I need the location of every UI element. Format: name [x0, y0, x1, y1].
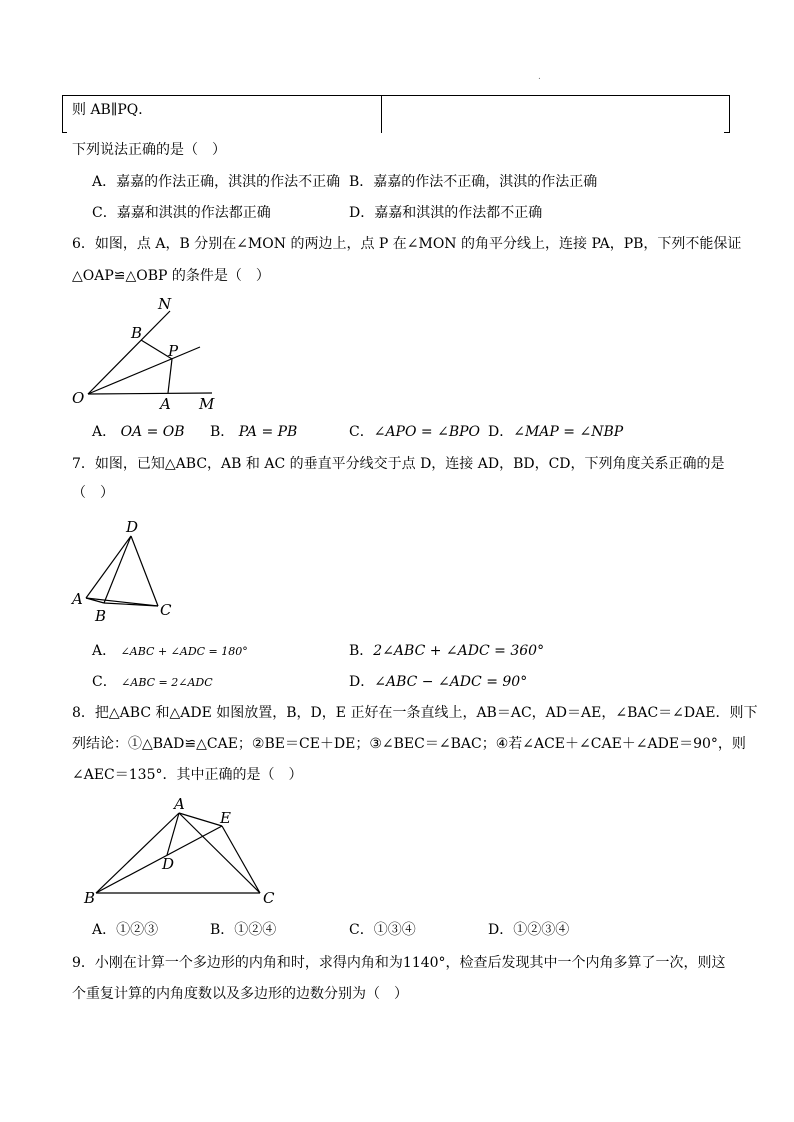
- q9-stem-line-1: 9．小刚在计算一个多边形的内角和时，求得内角和为1140°，检查后发现其中一个内角多算了一次，则这: [72, 955, 726, 971]
- q6-stem-line-1: 6．如图，点 A，B 分别在∠MON 的两边上，点 P 在∠MON 的角平分线上，连接 PA，PB，下列不能保证: [72, 236, 742, 252]
- label-b: B: [84, 889, 96, 907]
- q7-figure: [65, 512, 180, 627]
- option-label: B．: [349, 174, 374, 190]
- q6-stem-line-2: △OAP≌△OBP 的条件是（ ）: [72, 268, 270, 284]
- label-c: C: [160, 601, 172, 619]
- option-text: 嘉嘉和淇淇的作法都正确: [116, 205, 271, 221]
- table-left-cell: 则 AB∥PQ．: [72, 102, 153, 118]
- segment-db: [104, 536, 131, 603]
- option-label: C．: [92, 205, 117, 221]
- table-divider: [381, 95, 382, 133]
- q6-option-d: [488, 423, 623, 441]
- option-text: 2∠ABC + ∠ADC = 360°: [373, 643, 545, 659]
- option-text: ①②④: [234, 922, 277, 938]
- option-label: D．: [488, 424, 514, 440]
- option-text: ①②③④: [513, 922, 570, 938]
- option-text: ∠MAP = ∠NBP: [513, 424, 624, 440]
- label-b: B: [131, 324, 143, 342]
- q7-option-b: [349, 642, 544, 660]
- q5-stem: 下列说法正确的是（ ）: [72, 142, 226, 158]
- label-c: C: [263, 889, 275, 907]
- option-text: ①②③: [116, 922, 159, 938]
- option-text: OA = OB: [120, 424, 185, 440]
- label-e: E: [220, 809, 231, 827]
- option-text: ∠ABC − ∠ADC = 90°: [374, 674, 528, 690]
- option-label: B．: [349, 643, 374, 659]
- segment-da: [86, 536, 131, 598]
- label-d: D: [162, 855, 175, 873]
- q7-option-d: [349, 673, 527, 691]
- q8-option-b: [210, 921, 276, 939]
- label-a: A: [174, 795, 185, 813]
- option-label: D．: [349, 205, 375, 221]
- option-text: 嘉嘉的作法正确，淇淇的作法不正确: [116, 174, 341, 190]
- segment-pa: [168, 359, 172, 393]
- label-p: P: [168, 342, 179, 360]
- segment-be: [96, 826, 222, 893]
- q6-option-a: [92, 423, 185, 441]
- option-label: C．: [92, 674, 117, 690]
- option-text: PA = PB: [238, 424, 298, 440]
- page-mark: .: [538, 72, 541, 82]
- q7-stem-line-1: 7．如图，已知△ABC，AB 和 AC 的垂直平分线交于点 D，连接 AD，BD，CD，下列角度关系正确的是: [72, 456, 725, 472]
- q9-stem-line-2: 个重复计算的内角度数以及多边形的边数分别为（ ）: [72, 986, 408, 1002]
- q7-stem-line-2: （ ）: [72, 485, 114, 501]
- q7-option-a: [92, 642, 248, 661]
- label-n: N: [158, 295, 172, 313]
- option-label: D．: [349, 674, 375, 690]
- q8-option-c: [349, 921, 416, 939]
- option-label: A．: [92, 643, 117, 659]
- label-o: O: [72, 389, 85, 407]
- option-label: C．: [349, 922, 374, 938]
- label-a: A: [160, 395, 171, 413]
- option-text: ①③④: [373, 922, 416, 938]
- option-label: B．: [210, 922, 235, 938]
- q6-option-b: [210, 423, 297, 441]
- option-label: D．: [488, 922, 514, 938]
- label-b: B: [95, 607, 107, 625]
- q8-option-d: [488, 921, 569, 939]
- option-text: ∠APO = ∠BPO: [373, 424, 481, 440]
- q8-figure: [75, 792, 285, 910]
- q5-option-b: [349, 173, 597, 191]
- option-label: B．: [210, 424, 235, 440]
- label-d: D: [126, 518, 139, 536]
- q6-option-c: [349, 423, 480, 441]
- q7-option-c: [92, 673, 213, 692]
- q5-option-c: [92, 204, 271, 222]
- option-label: A．: [92, 424, 117, 440]
- q8-stem-line-1: 8．把△ABC 和△ADE 如图放置，B，D，E 正好在一条直线上，AB＝AC，AD＝AE，∠BAC＝∠DAE．则下: [72, 705, 758, 721]
- table-left-border: [62, 95, 63, 133]
- segment-ab: [96, 813, 179, 893]
- option-label: A．: [92, 922, 117, 938]
- table-left-stub: [62, 132, 67, 133]
- q5-option-d: [349, 204, 542, 222]
- q8-stem-line-3: ∠AEC＝135°．其中正确的是（ ）: [72, 767, 303, 783]
- table-right-border: [729, 95, 730, 133]
- option-text: ∠ABC = 2∠ADC: [121, 676, 213, 689]
- segment-dc: [131, 536, 158, 606]
- label-m: M: [199, 395, 215, 413]
- option-label: C．: [349, 424, 374, 440]
- q8-option-a: [92, 921, 158, 939]
- option-text: ∠ABC + ∠ADC = 180°: [120, 645, 248, 658]
- option-text: 嘉嘉的作法不正确，淇淇的作法正确: [373, 174, 598, 190]
- table-right-stub: [724, 132, 729, 133]
- q6-figure: [60, 290, 230, 415]
- q5-option-a: [92, 173, 340, 191]
- ray-on: [88, 311, 170, 394]
- angle-bisector: [88, 347, 200, 394]
- option-text: 嘉嘉和淇淇的作法都不正确: [374, 205, 543, 221]
- ray-om: [88, 393, 212, 394]
- q8-stem-line-2: 列结论：①△BAD≌△CAE；②BE＝CE＋DE；③∠BEC＝∠BAC；④若∠ACE＋∠CAE＋∠ADE＝90°，则: [72, 736, 746, 752]
- table-top-border: [62, 95, 730, 96]
- segment-ec: [222, 826, 260, 893]
- label-a: A: [72, 590, 83, 608]
- option-label: A．: [92, 174, 117, 190]
